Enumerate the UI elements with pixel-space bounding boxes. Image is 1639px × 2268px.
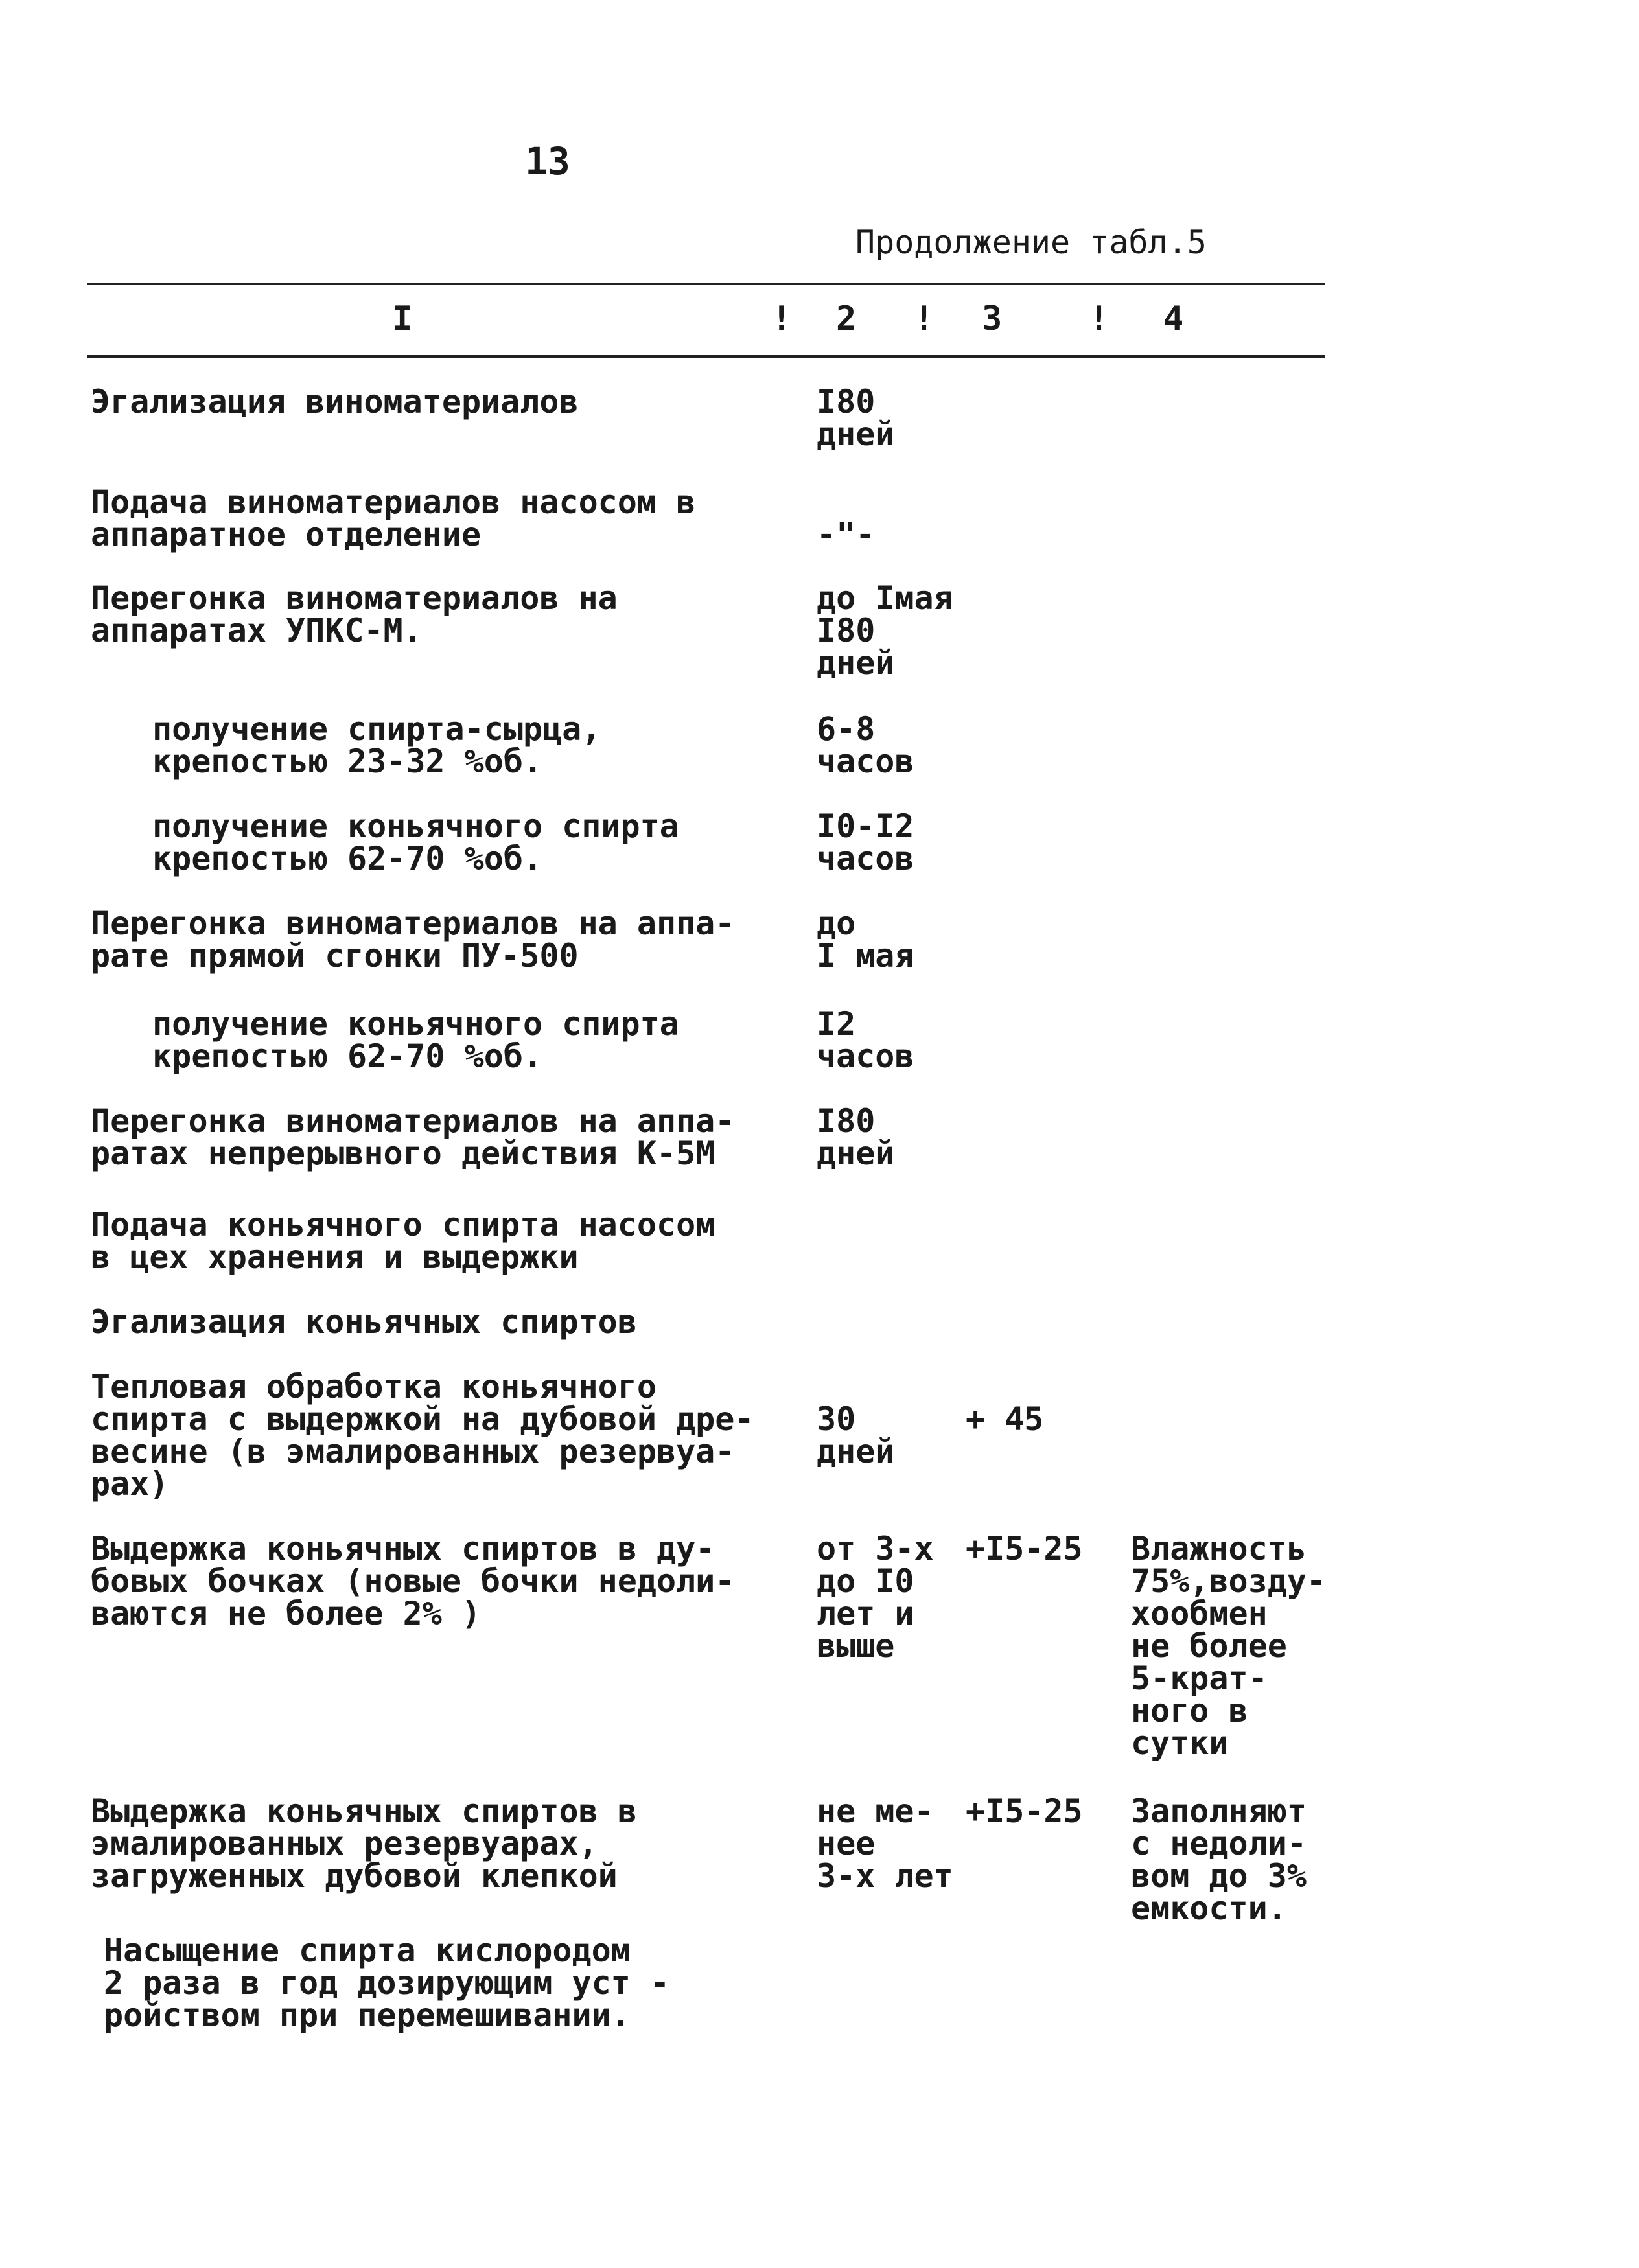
header-separator: !	[914, 299, 935, 338]
conditions-cell: Заполняют с недоли- вом до 3% емкости.	[1131, 1792, 1307, 1927]
operation-cell: Выдержка коньячных спиртов в эмалированных резервуарах, загруженных дубовой клепкой	[91, 1792, 637, 1895]
header-col2: 2	[836, 299, 857, 338]
operation-cell: Выдержка коньячных спиртов в ду- бовых бочках (новые бочки недоли- ваются не более 2% )	[91, 1530, 735, 1632]
header-col1: I	[392, 299, 413, 338]
operation-cell: получение спирта-сырца, крепостью 23-32 %об.	[152, 710, 601, 780]
temperature-cell: + 45	[966, 1400, 1044, 1438]
operation-cell: Подача виноматериалов насосом в аппаратное отделение	[91, 483, 696, 553]
conditions-cell: Влажность 75%,возду- хообмен не более 5-крат- ного в сутки	[1131, 1530, 1327, 1762]
duration-cell: 6-8 часов	[817, 710, 914, 780]
footnote: Насыщение спирта кислородом 2 раза в год дозирующим уст - ройством при перемешивании.	[104, 1932, 669, 2034]
header-col3: 3	[982, 299, 1003, 338]
operation-cell: Эгализация коньячных спиртов	[91, 1303, 637, 1341]
operation-cell: Перегонка виноматериалов на аппаратах УПКС-М.	[91, 579, 618, 649]
duration-cell: I0-I2 часов	[817, 807, 914, 877]
operation-cell: Перегонка виноматериалов на аппа- ратах непрерывного действия К-5М	[91, 1102, 735, 1172]
duration-cell: до I мая	[817, 905, 914, 975]
duration-cell: не ме- нее 3-х лет	[817, 1792, 953, 1895]
temperature-cell: +I5-25	[966, 1530, 1083, 1568]
duration-cell: от 3-х до I0 лет и выше	[817, 1530, 934, 1665]
operation-cell: Тепловая обработка коньячного спирта с выдержкой на дубовой дре- весине (в эмалированных резервуа- рах)	[91, 1368, 754, 1503]
duration-cell: I2 часов	[817, 1005, 914, 1075]
operation-cell: получение коньячного спирта крепостью 62-70 %об.	[152, 807, 679, 877]
operation-cell: получение коньячного спирта крепостью 62-70 %об.	[152, 1005, 679, 1075]
operation-cell: Эгализация виноматериалов	[91, 383, 579, 421]
duration-cell: I80 дней	[817, 1102, 895, 1172]
duration-cell: до Iмая I80 дней	[817, 579, 953, 682]
duration-cell: 30 дней	[817, 1400, 895, 1470]
header-separator: !	[771, 299, 792, 338]
continuation-label: Продолжение табл.5	[855, 224, 1207, 261]
duration-cell: -"-	[817, 516, 876, 553]
header-separator: !	[1089, 299, 1110, 338]
duration-cell: I80 дней	[817, 383, 895, 453]
temperature-cell: +I5-25	[966, 1792, 1083, 1830]
operation-cell: Перегонка виноматериалов на аппа- рате прямой сгонки ПУ-500	[91, 905, 735, 975]
operation-cell: Подача коньячного спирта насосом в цех хранения и выдержки	[91, 1206, 715, 1276]
page-number: 13	[525, 139, 570, 183]
header-col4: 4	[1163, 299, 1184, 338]
